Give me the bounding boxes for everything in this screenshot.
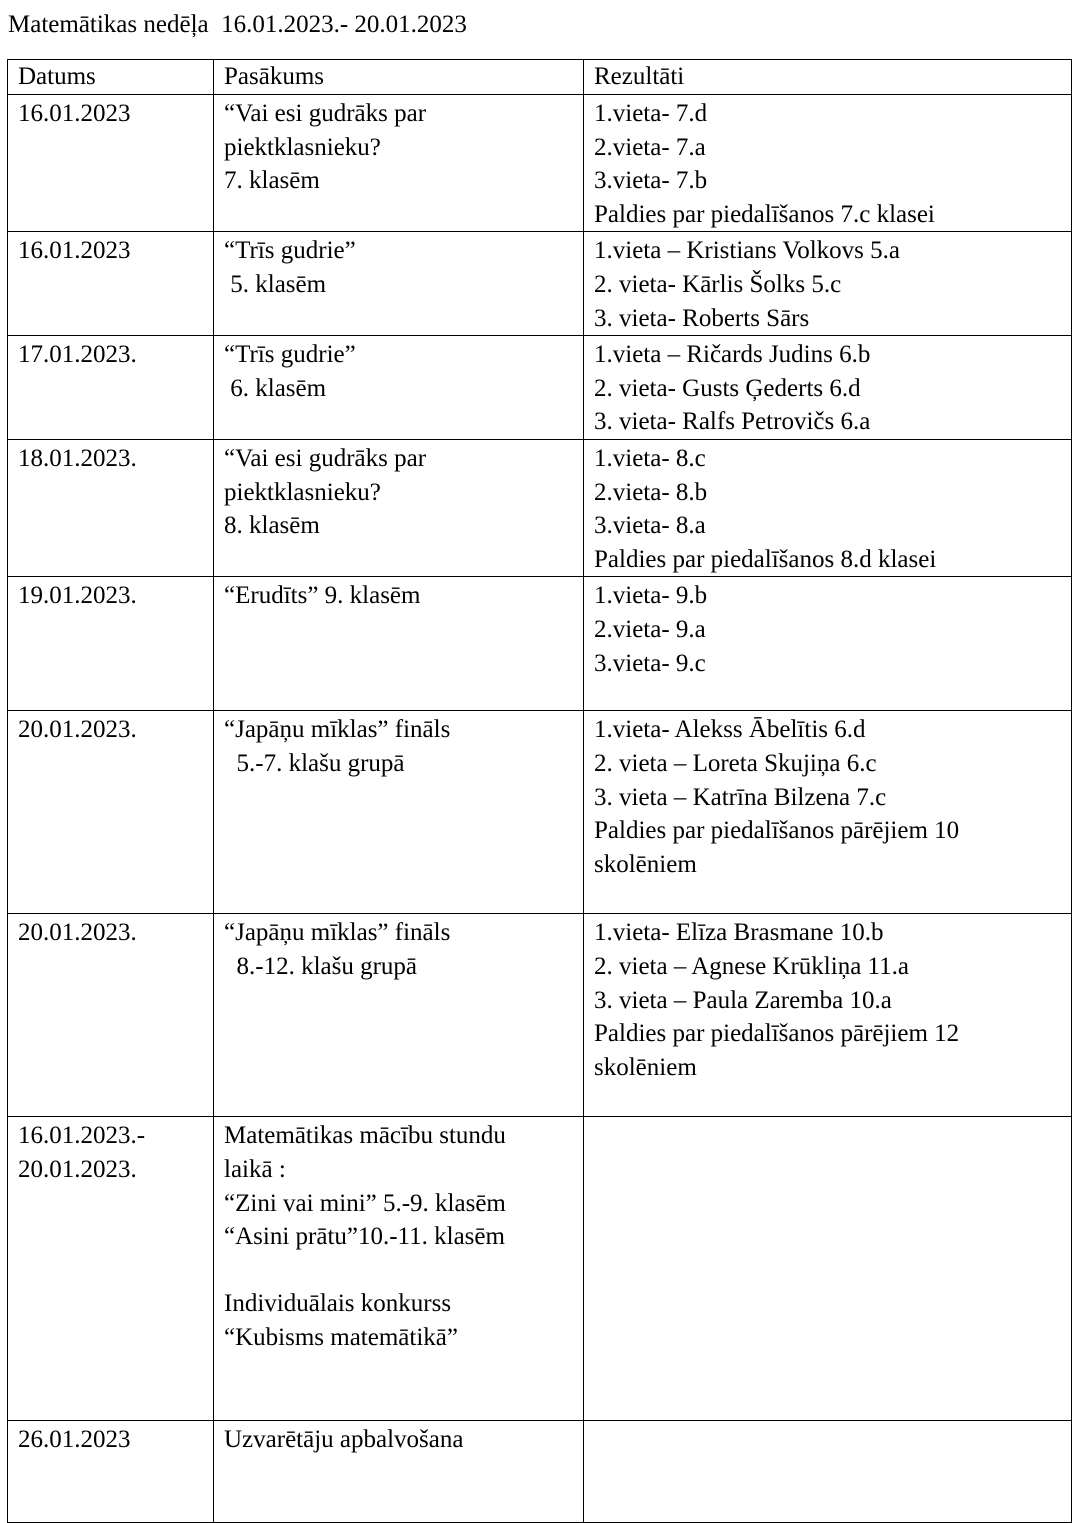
events-table bbox=[7, 59, 1072, 1523]
results-cell bbox=[584, 1117, 1072, 1421]
results-line: 1.vieta- Elīza Brasmane 10.b bbox=[594, 919, 884, 947]
date-line: 20.01.2023. bbox=[18, 716, 137, 744]
results-line: 2. vieta – Loreta Skujiņa 6.c bbox=[594, 749, 877, 777]
event-line: piektklasnieku? bbox=[224, 478, 381, 506]
date-line: 18.01.2023. bbox=[18, 444, 137, 472]
table-row bbox=[8, 914, 1072, 1117]
results-line: 2. vieta- Gusts Ģederts 6.d bbox=[594, 374, 861, 402]
table-row bbox=[8, 95, 1072, 232]
event-cell bbox=[214, 577, 584, 711]
header-rezultati: Rezultāti bbox=[584, 60, 1072, 95]
results-line: 2.vieta- 8.b bbox=[594, 478, 708, 506]
header-pasakums: Pasākums bbox=[214, 60, 584, 95]
date-line: 16.01.2023 bbox=[18, 100, 131, 127]
table-row bbox=[8, 439, 1072, 576]
header-datums: Datums bbox=[8, 60, 214, 95]
event-line: 5. klasēm bbox=[224, 270, 327, 298]
results-line: 3.vieta- 9.c bbox=[594, 649, 706, 677]
date-line: 26.01.2023 bbox=[18, 1426, 131, 1454]
event-cell bbox=[214, 1421, 584, 1523]
results-cell bbox=[584, 336, 1072, 440]
date-line: 20.01.2023. bbox=[18, 919, 137, 947]
event-line: “Vai esi gudrāks par bbox=[224, 444, 427, 472]
results-line: Paldies par piedalīšanos 8.d klasei bbox=[594, 545, 937, 573]
event-line: Individuālais konkurss bbox=[224, 1290, 452, 1318]
results-line: Paldies par piedalīšanos pārējiem 10 bbox=[594, 817, 960, 845]
results-line: Paldies par piedalīšanos pārējiem 12 bbox=[594, 1020, 960, 1048]
event-cell bbox=[214, 711, 584, 914]
date-cell bbox=[8, 577, 214, 711]
results-line: 3.vieta- 8.a bbox=[594, 512, 706, 540]
results-line: 2.vieta- 9.a bbox=[594, 615, 706, 643]
date-cell bbox=[8, 1421, 214, 1523]
results-cell bbox=[584, 95, 1072, 232]
event-line: “Trīs gudrie” bbox=[224, 237, 356, 265]
results-cell bbox=[584, 577, 1072, 711]
results-line: 3.vieta- 7.b bbox=[594, 167, 708, 195]
table-row bbox=[8, 711, 1072, 914]
results-line: 2. vieta – Agnese Krūkliņa 11.a bbox=[594, 952, 909, 980]
results-line: 2. vieta- Kārlis Šolks 5.c bbox=[594, 270, 842, 298]
results-line: 3. vieta- Ralfs Petrovičs 6.a bbox=[594, 408, 871, 436]
date-cell bbox=[8, 232, 214, 336]
date-cell bbox=[8, 711, 214, 914]
table-header-row bbox=[8, 60, 1072, 95]
table-row bbox=[8, 232, 1072, 336]
results-line: 3. vieta – Katrīna Bilzena 7.c bbox=[594, 783, 887, 811]
results-cell bbox=[584, 914, 1072, 1117]
results-line: skolēniem bbox=[594, 1053, 697, 1081]
event-line: “Japāņu mīklas” fināls bbox=[224, 716, 451, 744]
event-cell bbox=[214, 95, 584, 232]
date-cell bbox=[8, 439, 214, 576]
event-cell bbox=[214, 232, 584, 336]
results-line: 1.vieta- 7.d bbox=[594, 100, 708, 127]
results-cell bbox=[584, 711, 1072, 914]
event-cell bbox=[214, 914, 584, 1117]
results-line: 1.vieta- Alekss Ābelītis 6.d bbox=[594, 716, 866, 744]
table-row bbox=[8, 1421, 1072, 1523]
event-line: Matemātikas mācību stundu bbox=[224, 1122, 506, 1150]
event-line: 6. klasēm bbox=[224, 374, 327, 402]
results-cell bbox=[584, 1421, 1072, 1523]
results-line: skolēniem bbox=[594, 850, 697, 878]
date-line: 19.01.2023. bbox=[18, 582, 137, 610]
results-cell bbox=[584, 232, 1072, 336]
event-line: piektklasnieku? bbox=[224, 133, 381, 161]
event-cell bbox=[214, 336, 584, 440]
event-line: “Vai esi gudrāks par bbox=[224, 100, 427, 127]
event-cell bbox=[214, 1117, 584, 1421]
date-line: 17.01.2023. bbox=[18, 341, 137, 369]
event-cell bbox=[214, 439, 584, 576]
event-line: “Kubisms matemātikā” bbox=[224, 1323, 458, 1351]
date-line: 16.01.2023 bbox=[18, 237, 131, 265]
results-line: 1.vieta – Kristians Volkovs 5.a bbox=[594, 237, 901, 265]
table-row bbox=[8, 336, 1072, 440]
event-line: 8. klasēm bbox=[224, 512, 320, 540]
results-line: 2.vieta- 7.a bbox=[594, 133, 706, 161]
event-line: “Zini vai mini” 5.-9. klasēm bbox=[224, 1189, 506, 1217]
results-line: 1.vieta- 8.c bbox=[594, 444, 706, 472]
date-cell bbox=[8, 914, 214, 1117]
results-line: Paldies par piedalīšanos 7.c klasei bbox=[594, 200, 935, 228]
event-line: “Japāņu mīklas” fināls bbox=[224, 919, 451, 947]
event-line: “Erudīts” 9. klasēm bbox=[224, 582, 421, 610]
event-line: laikā : bbox=[224, 1155, 286, 1183]
table-row bbox=[8, 1117, 1072, 1421]
date-cell bbox=[8, 336, 214, 440]
results-line: 1.vieta- 9.b bbox=[594, 582, 708, 610]
event-line: “Trīs gudrie” bbox=[224, 341, 356, 369]
date-cell bbox=[8, 1117, 214, 1421]
results-cell bbox=[584, 439, 1072, 576]
event-line: “Asini prātu”10.-11. klasēm bbox=[224, 1223, 505, 1251]
results-line: 3. vieta – Paula Zaremba 10.a bbox=[594, 986, 892, 1014]
event-line bbox=[224, 1254, 577, 1288]
event-line: Uzvarētāju apbalvošana bbox=[224, 1426, 464, 1454]
date-line: 20.01.2023. bbox=[18, 1155, 137, 1183]
page-title: Matemātikas nedēļa 16.01.2023.- 20.01.2023 bbox=[8, 11, 467, 38]
results-line: 3. vieta- Roberts Sārs bbox=[594, 304, 810, 332]
event-line: 8.-12. klašu grupā bbox=[224, 952, 418, 980]
event-line: 5.-7. klašu grupā bbox=[224, 749, 405, 777]
date-line: 16.01.2023.- bbox=[18, 1122, 146, 1150]
date-cell bbox=[8, 95, 214, 232]
results-line: 1.vieta – Ričards Judins 6.b bbox=[594, 341, 871, 369]
table-row bbox=[8, 577, 1072, 711]
event-line: 7. klasēm bbox=[224, 167, 320, 195]
